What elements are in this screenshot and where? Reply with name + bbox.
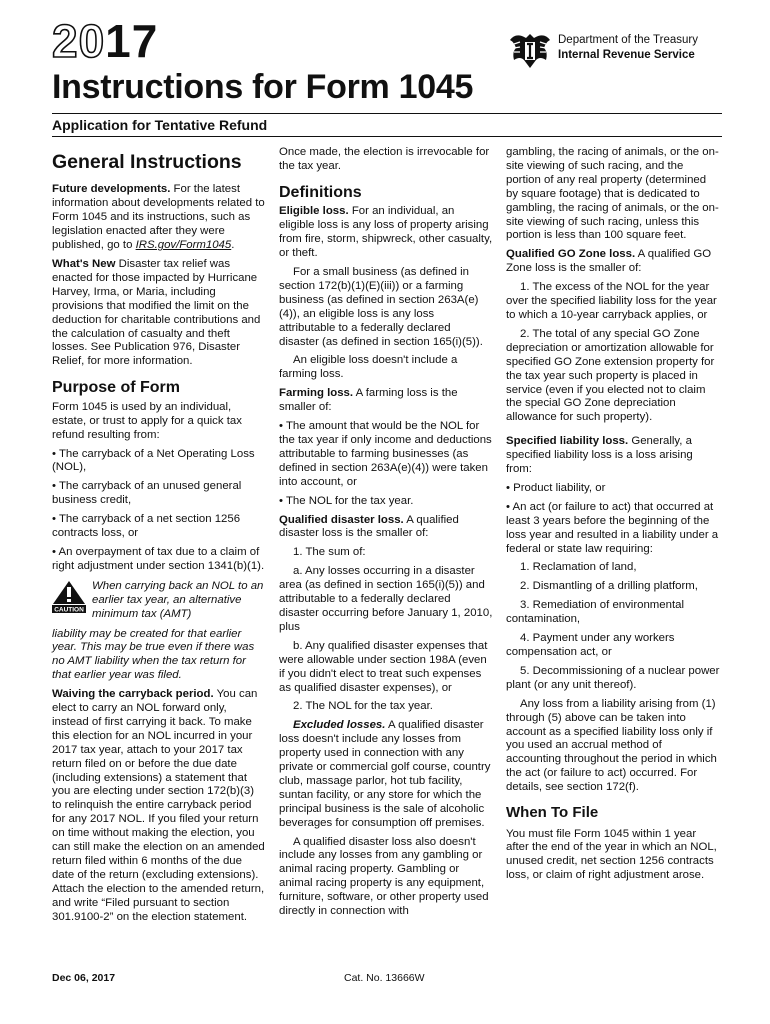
agency-irs: Internal Revenue Service [558, 49, 695, 61]
section-heading-general: General Instructions [52, 151, 242, 173]
irrevocable-paragraph: Once made, the election is irrevocable for the tax year. [279, 146, 490, 172]
go-zone-item: 1. The excess of the NOL for the year over the specified liability loss for the year to which a 10-year carryback applies, or [506, 281, 717, 321]
sll-item: 3. Remediation of environmental contamination, [506, 599, 684, 626]
excluded-losses-paragraph: Excluded losses. A qualified disaster loss doesn't include any losses from property used in connection with any private or commercial golf course, country club, massage parlor, hot tub facility, suntan facility, or any store for which the principal business is the sale of alcoholic beverages for consumption off premises. [279, 719, 491, 829]
irs-eagle-logo-icon [506, 30, 554, 70]
sll-item: 4. Payment under any workers compensation act, or [506, 632, 675, 658]
caution-text-rest: liability may be created for that earlier year. This may be true even if there was no AMT liability when the tax return for that earlier year was filed. [52, 627, 255, 682]
purpose-bullet: • The carryback of a Net Operating Loss (NOL), [52, 447, 255, 474]
subtitle-divider [52, 136, 722, 137]
whats-new-paragraph: What's New Disaster tax relief was enacted for those impacted by Hurricane Harvey, Irma, or Maria, including provisions that modified the limit on the deduction for charitable contributions and the calculation of casualty and theft losses. See Publication 976, Disaster Relief, for more information. [52, 257, 261, 368]
go-zone-loss-paragraph: Qualified GO Zone loss. A qualified GO Zone loss is the smaller of: [506, 248, 712, 275]
qualified-disaster-loss-paragraph: Qualified disaster loss. A qualified disaster loss is the smaller of: [279, 513, 459, 540]
go-zone-item: 2. The total of any special GO Zone depreciation or amortization allowable for specified GO Zone extension property for the tax year such property is placed in service (even if you elected not to claim the special GO Zone depreciation allowance for such property). [506, 327, 715, 424]
gambling-paragraph: A qualified disaster loss also doesn't include any losses from any gambling or animal racing property. Gambling or animal racing property is any equipment, furniture, software, or other property used directly in connection with [279, 835, 489, 918]
page-title: Instructions for Form 1045 [52, 68, 474, 106]
section-heading-when-to-file: When To File [506, 804, 599, 822]
eligible-loss-paragraph: Eligible loss. For an individual, an eligible loss is any loss of property arising from fire, storm, shipwreck, other casualty, or theft. [279, 205, 493, 260]
section-heading-definitions: Definitions [279, 183, 362, 201]
caution-icon [52, 580, 86, 614]
qdl-item: 2. The NOL for the tax year. [293, 700, 433, 713]
qdl-item: 1. The sum of: [293, 546, 366, 559]
section-heading-purpose: Purpose of Form [52, 379, 181, 397]
form1045-link[interactable]: IRS.gov/Form1045 [135, 239, 232, 252]
caution-note [52, 580, 266, 622]
column-2 [279, 146, 493, 924]
title-divider [52, 113, 722, 114]
caution-text-top: When carrying back an NOL to an earlier tax year, an alternative minimum tax (AMT) [92, 579, 264, 620]
column-1 [52, 146, 266, 930]
sll-bullet: • Product liability, or [506, 481, 606, 494]
sll-bullet: • An act (or failure to act) that occurred at least 3 years before the beginning of the loss year and resulted in a liability under a federal or state law requiring: [506, 500, 719, 555]
qdl-item: a. Any losses occurring in a disaster area (as defined in section 165(i)(5)) and attributable to a federally declared disaster occurring before January 1, 2010, plus [279, 565, 493, 633]
specified-liability-loss-paragraph: Specified liability loss. Generally, a specified liability loss is a loss arising from: [506, 435, 693, 476]
purpose-bullet: • An overpayment of tax due to a claim of right adjustment under section 1341(b)(1). [52, 545, 265, 572]
farming-loss-paragraph: Farming loss. A farming loss is the smaller of: [279, 387, 458, 414]
column-3 [506, 146, 720, 888]
waiving-carryback-paragraph: Waiving the carryback period. You can elect to carry an NOL forward only, instead of first carrying it back. To make this election for an NOL incurred in your 2017 tax year, attach to your 2017 tax return filed on or before the due date (including extensions) a statement that you are electing under section 172(b)(3) to relinquish the entire carryback period for any 2017 NOL. If you filed your return on time without making the election, you can still make the election on an amended return filed within 6 months of the due date of the return (excluding extensions). Attach the election to the amended return, and write “Filed pursuant to section 301.9100-2” on the election statement. [52, 688, 265, 923]
when-to-file-paragraph: You must file Form 1045 within 1 year after the end of the year in which an NOL, unused credit, net section 1256 contracts loss, or claim of right adjustment arose. [506, 827, 717, 882]
sll-item: 2. Dismantling of a drilling platform, [520, 580, 698, 593]
purpose-bullet: • The carryback of an unused general business credit, [52, 480, 242, 507]
sll-item: 5. Decommissioning of a nuclear power plant (or any unit thereof). [506, 664, 720, 691]
farming-bullet: • The NOL for the tax year. [279, 494, 414, 507]
future-developments-paragraph: Future developments. For the latest information about developments related to Form 1045 and its instructions, such as legislation enacted after they were published, go to IRS.gov/Form1045. [52, 183, 265, 252]
qdl-item: b. Any qualified disaster expenses that were allowable under section 198A (even if you didn't elect to treat such expenses as qualified disaster expenses), or [279, 639, 488, 694]
small-business-paragraph: For a small business (as defined in section 172(b)(1)(E)(iii)) or a farming business (as defined in section 263A(e)(4)), an eligible loss is any loss attributable to a federally declared disaster (as defined in section 165(i)(5)). [279, 266, 483, 348]
purpose-bullet: • The carryback of a net section 1256 contracts loss, or [52, 513, 241, 540]
farming-bullet: • The amount that would be the NOL for the tax year if only income and deductions attributable to farming businesses (as defined in section 263A(e)(4)) were taken into account, or [279, 420, 492, 488]
year-outline-digits: 20 [52, 15, 106, 67]
accrual-method-paragraph: Any loss from a liability arising from (1) through (5) above can be taken into account as a specified liability loss only if you used an accrual method of accounting throughout the period in which the act (or failure to act) occurred. For details, see section 172(f). [506, 697, 717, 794]
caution-label: CAUTION [54, 606, 84, 614]
footer-catalog-number: Cat. No. 13666W [344, 972, 425, 984]
sll-item: 1. Reclamation of land, [520, 561, 637, 574]
purpose-paragraph: Form 1045 is used by an individual, estate, or trust to apply for a quick tax refund resulting from: [52, 400, 242, 441]
agency-department: Department of the Treasury [558, 34, 698, 46]
gambling-continued-paragraph: gambling, the racing of animals, or the on-site viewing of such racing, and the portion of any real property (determined by square footage) that is dedicated to gambling, the racing of animals, or the on-site viewing of such racing, unless this portion is less than 100 square feet. [506, 146, 719, 242]
page-subtitle: Application for Tentative Refund [52, 117, 268, 133]
year-solid-digits: 17 [105, 15, 159, 67]
footer-date: Dec 06, 2017 [52, 972, 116, 984]
farming-exclusion-paragraph: An eligible loss doesn't include a farming loss. [279, 354, 458, 381]
agency-name [558, 33, 698, 63]
form-year [52, 15, 159, 67]
